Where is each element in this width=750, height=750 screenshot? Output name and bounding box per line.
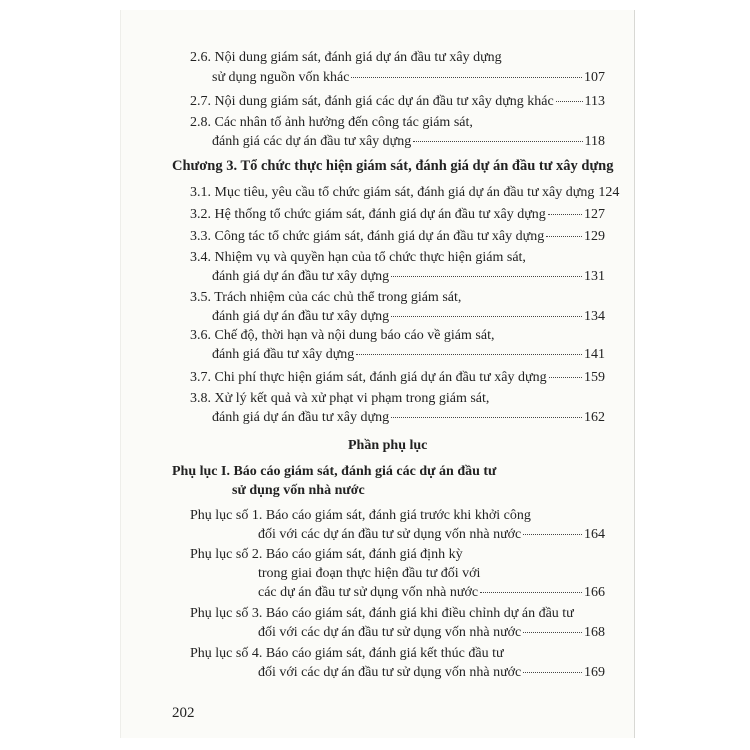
appendix-item-2-line1: Phụ lục số 2. Báo cáo giám sát, đánh giá định kỳ [190, 547, 463, 562]
appendix-item-3-page: 168 [584, 625, 605, 640]
dot-leader [391, 417, 582, 418]
appendix-entry-2[interactable] [258, 585, 605, 601]
dot-leader [413, 141, 582, 142]
toc-entry-2-7[interactable] [190, 94, 605, 110]
dot-leader [523, 632, 582, 633]
dot-leader [549, 377, 582, 378]
toc-2-8-page: 118 [584, 134, 605, 149]
toc-2-7-page: 113 [584, 94, 605, 109]
toc-3-8-line1: 3.8. Xử lý kết quả và xử phạt vi phạm trong giám sát, [190, 391, 490, 406]
toc-entry-3-5[interactable] [212, 309, 605, 325]
toc-2-8-line2: đánh giá các dự án đầu tư xây dựng [212, 134, 412, 149]
appendix-1-title-line1[interactable]: Phụ lục I. Báo cáo giám sát, đánh giá các dự án đầu tư [172, 464, 497, 479]
dot-leader [351, 77, 582, 78]
dot-leader [356, 354, 582, 355]
dot-leader [523, 534, 582, 535]
toc-2-6-page: 107 [584, 70, 605, 85]
dot-leader [556, 101, 583, 102]
toc-2-7-line1: 2.7. Nội dung giám sát, đánh giá các dự án đầu tư xây dựng khác [190, 94, 554, 109]
toc-3-4-page: 131 [584, 269, 605, 284]
appendix-item-3-line2: đối với các dự án đầu tư sử dụng vốn nhà nước [258, 625, 522, 640]
toc-2-8-line1: 2.8. Các nhân tố ảnh hưởng đến công tác giám sát, [190, 115, 473, 130]
toc-entry-3-2[interactable] [190, 207, 605, 223]
toc-entry-3-4[interactable] [212, 269, 605, 285]
appendix-item-1-page: 164 [584, 527, 605, 542]
toc-3-3-line1: 3.3. Công tác tổ chức giám sát, đánh giá dự án đầu tư xây dựng [190, 229, 545, 244]
toc-entry-3-3[interactable] [190, 229, 605, 245]
toc-3-6-line2: đánh giá đầu tư xây dựng [212, 347, 355, 362]
toc-entry-2-6[interactable] [212, 70, 605, 86]
appendix-item-2-line3: các dự án đầu tư sử dụng vốn nhà nước [258, 585, 479, 600]
appendix-item-4-line2: đối với các dự án đầu tư sử dụng vốn nhà nước [258, 665, 522, 680]
toc-3-6-line1: 3.6. Chế độ, thời hạn và nội dung báo cáo về giám sát, [190, 328, 495, 343]
appendix-item-3-line1: Phụ lục số 3. Báo cáo giám sát, đánh giá khi điều chỉnh dự án đầu tư [190, 606, 574, 621]
appendix-item-1-line1: Phụ lục số 1. Báo cáo giám sát, đánh giá trước khi khởi công [190, 508, 531, 523]
chapter-3-heading[interactable]: Chương 3. Tổ chức thực hiện giám sát, đánh giá dự án đầu tư xây dựng [172, 158, 614, 174]
toc-entry-2-8[interactable] [212, 134, 605, 150]
page-number: 202 [172, 705, 195, 721]
appendix-entry-3[interactable] [258, 625, 605, 641]
toc-3-7-line1: 3.7. Chi phí thực hiện giám sát, đánh giá dự án đầu tư xây dựng [190, 370, 547, 385]
toc-3-4-line1: 3.4. Nhiệm vụ và quyền hạn của tổ chức thực hiện giám sát, [190, 250, 526, 265]
appendix-entry-4[interactable] [258, 665, 605, 681]
toc-entry-3-8[interactable] [212, 410, 605, 426]
toc-3-8-line2: đánh giá dự án đầu tư xây dựng [212, 410, 390, 425]
appendix-item-4-line1: Phụ lục số 4. Báo cáo giám sát, đánh giá kết thúc đầu tư [190, 646, 504, 661]
toc-3-7-page: 159 [584, 370, 605, 385]
toc-3-5-line2: đánh giá dự án đầu tư xây dựng [212, 309, 390, 324]
dot-leader [391, 316, 582, 317]
toc-3-5-line1: 3.5. Trách nhiệm của các chủ thể trong giám sát, [190, 290, 462, 305]
toc-entry-3-7[interactable] [190, 370, 605, 386]
appendix-entry-1[interactable] [258, 527, 605, 543]
toc-entry-3-1[interactable] [190, 185, 620, 201]
toc-2-6-line1: 2.6. Nội dung giám sát, đánh giá dự án đầu tư xây dựng [190, 50, 502, 65]
appendix-item-2-line2: trong giai đoạn thực hiện đầu tư đối với [258, 566, 481, 581]
toc-3-4-line2: đánh giá dự án đầu tư xây dựng [212, 269, 390, 284]
dot-leader [523, 672, 582, 673]
appendix-item-1-line2: đối với các dự án đầu tư sử dụng vốn nhà nước [258, 527, 522, 542]
appendix-item-2-page: 166 [584, 585, 605, 600]
toc-3-3-page: 129 [584, 229, 605, 244]
dot-leader [546, 236, 582, 237]
dot-leader [480, 592, 582, 593]
appendix-1-title-line2: sử dụng vốn nhà nước [232, 483, 365, 498]
dot-leader [548, 214, 582, 215]
toc-3-2-page: 127 [584, 207, 605, 222]
toc-3-2-line1: 3.2. Hệ thống tổ chức giám sát, đánh giá dự án đầu tư xây dựng [190, 207, 546, 222]
toc-3-6-page: 141 [584, 347, 605, 362]
toc-3-8-page: 162 [584, 410, 605, 425]
toc-3-1-page: 124 [598, 185, 620, 200]
appendix-item-4-page: 169 [584, 665, 605, 680]
toc-2-6-line2: sử dụng nguồn vốn khác [212, 70, 350, 85]
toc-3-1-line1: 3.1. Mục tiêu, yêu cầu tổ chức giám sát, đánh giá dự án đầu tư xây dựng [190, 185, 595, 200]
dot-leader [391, 276, 582, 277]
appendix-heading[interactable]: Phần phụ lục [348, 438, 428, 453]
toc-entry-3-6[interactable] [212, 347, 605, 363]
toc-3-5-page: 134 [584, 309, 605, 324]
